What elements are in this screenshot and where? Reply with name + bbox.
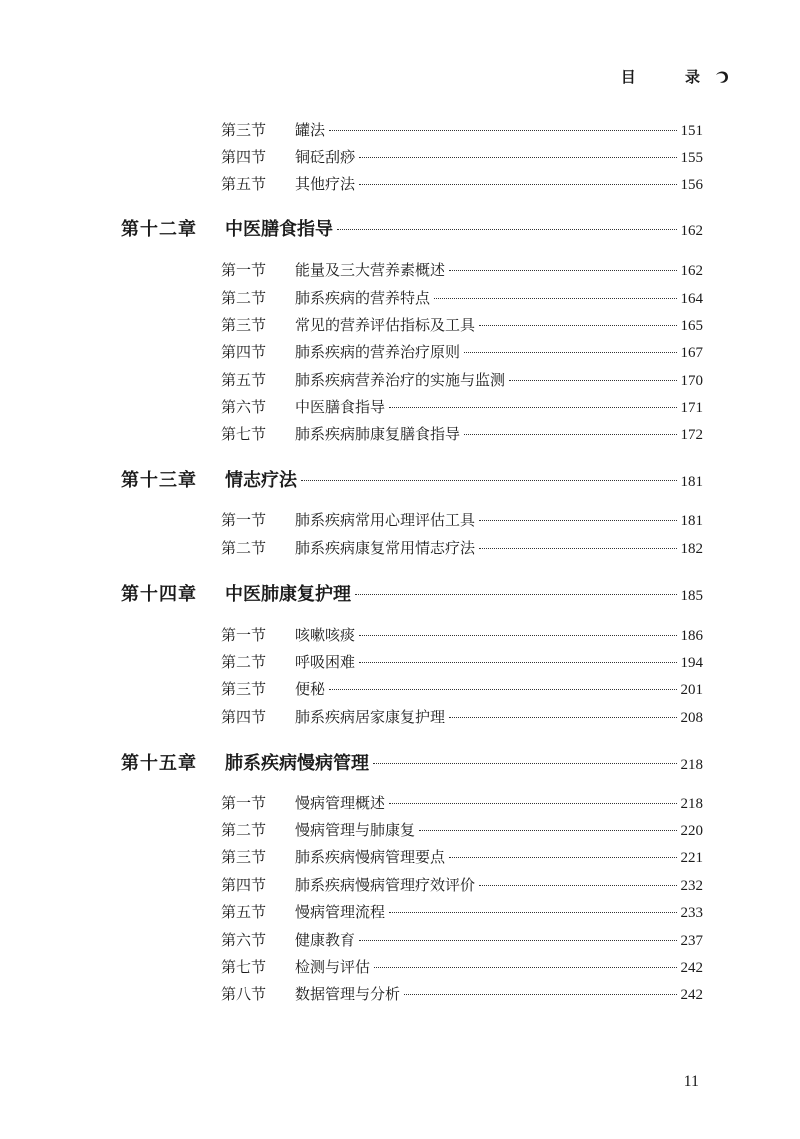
section-title: 肺系疾病慢病管理要点 [295, 848, 446, 866]
page-number: 11 [683, 1073, 699, 1090]
toc-section-entry[interactable] [221, 624, 703, 645]
chapter-title: 肺系疾病慢病管理 [225, 753, 369, 774]
chapter-number: 第十二章 [121, 219, 197, 240]
section-number: 第八节 [221, 985, 267, 1003]
page-ref: 162 [680, 223, 703, 239]
section-title: 健康教育 [295, 931, 356, 949]
page-ref: 171 [680, 400, 703, 416]
section-number: 第五节 [221, 371, 267, 389]
section-number: 第一节 [221, 511, 267, 529]
toc-section-entry[interactable] [221, 678, 703, 699]
section-title: 咳嗽咳痰 [295, 626, 356, 644]
section-title: 肺系疾病肺康复膳食指导 [295, 425, 461, 443]
page-ref: 221 [680, 850, 703, 866]
dot-leader [329, 130, 676, 131]
section-number: 第三节 [221, 680, 267, 698]
page-ref: 233 [680, 905, 703, 921]
section-number: 第四节 [221, 876, 267, 894]
section-number: 第四节 [221, 148, 267, 166]
dot-leader [509, 380, 676, 381]
chapter-title: 情志疗法 [225, 470, 297, 491]
dot-leader [373, 763, 677, 764]
section-title: 慢病管理与肺康复 [295, 821, 416, 839]
toc-chapter-entry[interactable] [121, 466, 703, 492]
page-ref: 151 [680, 123, 703, 139]
dot-leader [337, 229, 677, 230]
section-title: 肺系疾病常用心理评估工具 [295, 511, 476, 529]
page-ref: 167 [680, 345, 703, 361]
toc-section-entry[interactable] [221, 287, 703, 308]
dot-leader [329, 689, 676, 690]
section-number: 第四节 [221, 343, 267, 361]
dot-leader [479, 325, 676, 326]
page-ref: 237 [680, 933, 703, 949]
section-number: 第三节 [221, 316, 267, 334]
dot-leader [301, 480, 677, 481]
toc-section-entry[interactable] [221, 396, 703, 417]
toc-section-entry[interactable] [221, 259, 703, 280]
section-number: 第二节 [221, 821, 267, 839]
section-number: 第一节 [221, 261, 267, 279]
toc-section-entry[interactable] [221, 983, 703, 1004]
page-ref: 208 [680, 710, 703, 726]
dot-leader [389, 912, 676, 913]
page-ref: 170 [680, 373, 703, 389]
section-number: 第二节 [221, 289, 267, 307]
section-number: 第二节 [221, 539, 267, 557]
section-title: 肺系疾病康复常用情志疗法 [295, 539, 476, 557]
page-ref: 201 [680, 682, 703, 698]
toc-section-entry[interactable] [221, 956, 703, 977]
page-ref: 232 [680, 878, 703, 894]
section-title: 肺系疾病的营养治疗原则 [295, 343, 461, 361]
page-ref: 194 [680, 655, 703, 671]
dot-leader [359, 940, 676, 941]
section-title: 慢病管理概述 [295, 794, 386, 812]
section-number: 第七节 [221, 425, 267, 443]
dot-leader [359, 157, 676, 158]
section-number: 第四节 [221, 708, 267, 726]
chapter-title: 中医膳食指导 [225, 219, 333, 240]
dot-leader [464, 434, 676, 435]
toc-section-entry[interactable] [221, 537, 703, 558]
section-number: 第五节 [221, 903, 267, 921]
toc-section-entry[interactable] [221, 423, 703, 444]
section-title: 肺系疾病的营养特点 [295, 289, 431, 307]
section-number: 第六节 [221, 931, 267, 949]
swirl-ornament-icon [714, 69, 730, 85]
page-ref: 182 [680, 541, 703, 557]
dot-leader [434, 298, 676, 299]
dot-leader [374, 967, 676, 968]
toc-section-entry[interactable] [221, 929, 703, 950]
dot-leader [479, 885, 676, 886]
page-ref: 242 [680, 960, 703, 976]
page-ref: 155 [680, 150, 703, 166]
dot-leader [355, 594, 677, 595]
page-ref: 185 [680, 588, 703, 604]
chapter-number: 第十四章 [121, 584, 197, 605]
section-number: 第二节 [221, 653, 267, 671]
section-title: 常见的营养评估指标及工具 [295, 316, 476, 334]
toc-section-entry[interactable] [221, 509, 703, 530]
toc-section-entry[interactable] [221, 846, 703, 867]
toc-chapter-entry[interactable] [121, 580, 703, 606]
toc-section-entry[interactable] [221, 314, 703, 335]
dot-leader [404, 994, 676, 995]
toc-section-entry[interactable] [221, 901, 703, 922]
section-title: 罐法 [295, 121, 326, 139]
section-title: 慢病管理流程 [295, 903, 386, 921]
section-number: 第三节 [221, 848, 267, 866]
section-title: 其他疗法 [295, 175, 356, 193]
dot-leader [419, 830, 676, 831]
toc-chapter-entry[interactable] [121, 749, 703, 775]
section-title: 数据管理与分析 [295, 985, 401, 1003]
page-ref: 242 [680, 987, 703, 1003]
section-title: 能量及三大营养素概述 [295, 261, 446, 279]
dot-leader [479, 520, 676, 521]
dot-leader [389, 803, 676, 804]
toc-section-entry[interactable] [221, 819, 703, 840]
dot-leader [479, 548, 676, 549]
dot-leader [449, 270, 676, 271]
toc-chapter-entry[interactable] [121, 215, 703, 241]
page-ref: 156 [680, 177, 703, 193]
toc-section-entry[interactable] [221, 173, 703, 194]
chapter-number: 第十五章 [121, 753, 197, 774]
dot-leader [359, 184, 676, 185]
dot-leader [359, 635, 676, 636]
section-title: 肺系疾病居家康复护理 [295, 708, 446, 726]
dot-leader [449, 857, 676, 858]
page-ref: 172 [680, 427, 703, 443]
section-title: 呼吸困难 [295, 653, 356, 671]
toc-section-entry[interactable] [221, 119, 703, 140]
toc-section-entry[interactable] [221, 369, 703, 390]
section-title: 便秘 [295, 680, 326, 698]
dot-leader [464, 352, 676, 353]
dot-leader [389, 407, 676, 408]
toc-section-entry[interactable] [221, 341, 703, 362]
section-number: 第三节 [221, 121, 267, 139]
page-ref: 181 [680, 474, 703, 490]
running-header [621, 66, 730, 87]
toc-section-entry[interactable] [221, 874, 703, 895]
toc-section-entry[interactable] [221, 651, 703, 672]
page-ref: 186 [680, 628, 703, 644]
dot-leader [449, 717, 676, 718]
page-ref: 164 [680, 291, 703, 307]
chapter-title: 中医肺康复护理 [225, 584, 351, 605]
page-ref: 162 [680, 263, 703, 279]
chapter-number: 第十三章 [121, 470, 197, 491]
page-ref: 218 [680, 757, 703, 773]
page-ref: 220 [680, 823, 703, 839]
section-number: 第六节 [221, 398, 267, 416]
page-ref: 181 [680, 513, 703, 529]
section-title: 肺系疾病营养治疗的实施与监测 [295, 371, 506, 389]
toc-section-entry[interactable] [221, 706, 703, 727]
section-title: 铜砭刮痧 [295, 148, 356, 166]
section-title: 肺系疾病慢病管理疗效评价 [295, 876, 476, 894]
section-number: 第一节 [221, 626, 267, 644]
section-number: 第七节 [221, 958, 267, 976]
section-title: 中医膳食指导 [295, 398, 386, 416]
page-ref: 218 [680, 796, 703, 812]
dot-leader [359, 662, 676, 663]
section-number: 第一节 [221, 794, 267, 812]
page-ref: 165 [680, 318, 703, 334]
section-number: 第五节 [221, 175, 267, 193]
header-title: 目 录 [620, 68, 722, 86]
toc-section-entry[interactable] [221, 792, 703, 813]
section-title: 检测与评估 [295, 958, 371, 976]
toc-section-entry[interactable] [221, 146, 703, 167]
